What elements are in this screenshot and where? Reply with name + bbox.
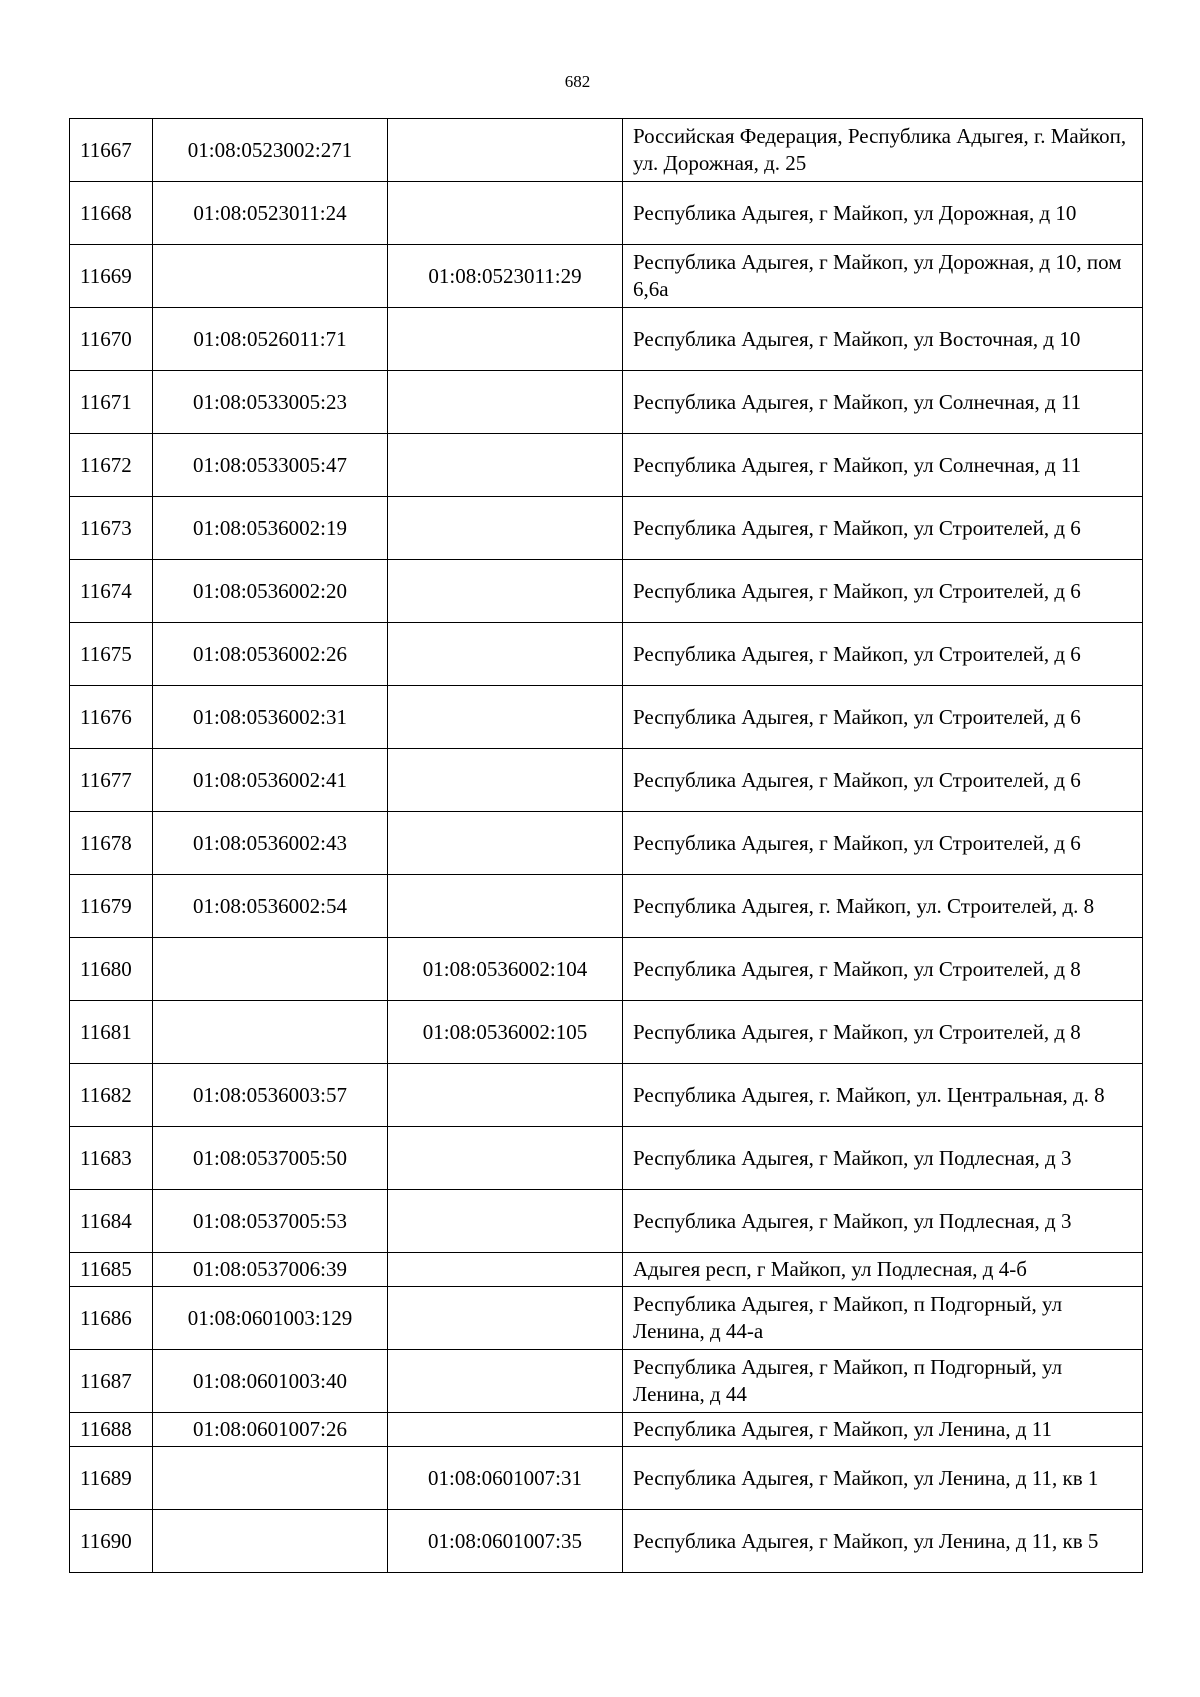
related-cadastral-number (388, 1253, 623, 1287)
address: Республика Адыгея, г Майкоп, ул Дорожная, д 10, пом 6,6а (623, 245, 1143, 308)
related-cadastral-number (388, 119, 623, 182)
table-row (70, 686, 1143, 749)
row-number: 11673 (70, 497, 153, 560)
row-number: 11684 (70, 1190, 153, 1253)
address: Республика Адыгея, г Майкоп, ул Солнечная, д 11 (623, 371, 1143, 434)
cadastral-number: 01:08:0526011:71 (153, 308, 388, 371)
related-cadastral-number (388, 812, 623, 875)
table-row (70, 1127, 1143, 1190)
page-number: 682 (564, 72, 591, 91)
row-number: 11690 (70, 1510, 153, 1573)
related-cadastral-number (388, 434, 623, 497)
related-cadastral-number (388, 371, 623, 434)
table-row (70, 1413, 1143, 1447)
address: Республика Адыгея, г Майкоп, ул Восточная, д 10 (623, 308, 1143, 371)
table-row (70, 119, 1143, 182)
row-number: 11668 (70, 182, 153, 245)
row-number: 11670 (70, 308, 153, 371)
address: Республика Адыгея, г. Майкоп, ул. Строителей, д. 8 (623, 875, 1143, 938)
table-row (70, 812, 1143, 875)
cadastral-number: 01:08:0536002:43 (153, 812, 388, 875)
related-cadastral-number (388, 182, 623, 245)
related-cadastral-number: 01:08:0536002:104 (388, 938, 623, 1001)
related-cadastral-number (388, 1064, 623, 1127)
cadastral-number (153, 245, 388, 308)
table-row (70, 1001, 1143, 1064)
cadastral-number (153, 938, 388, 1001)
related-cadastral-number (388, 686, 623, 749)
address: Республика Адыгея, г Майкоп, ул Строителей, д 8 (623, 938, 1143, 1001)
address: Республика Адыгея, г Майкоп, п Подгорный, ул Ленина, д 44 (623, 1350, 1143, 1413)
row-number: 11667 (70, 119, 153, 182)
cadastral-number: 01:08:0536002:19 (153, 497, 388, 560)
related-cadastral-number: 01:08:0523011:29 (388, 245, 623, 308)
related-cadastral-number (388, 497, 623, 560)
row-number: 11689 (70, 1447, 153, 1510)
registry-table (69, 118, 1143, 1573)
related-cadastral-number: 01:08:0601007:35 (388, 1510, 623, 1573)
row-number: 11677 (70, 749, 153, 812)
address: Республика Адыгея, г Майкоп, ул Строителей, д 6 (623, 812, 1143, 875)
row-number: 11680 (70, 938, 153, 1001)
row-number: 11678 (70, 812, 153, 875)
cadastral-number: 01:08:0523011:24 (153, 182, 388, 245)
address: Республика Адыгея, г Майкоп, ул Строителей, д 6 (623, 497, 1143, 560)
table-row (70, 1253, 1143, 1287)
cadastral-number: 01:08:0601007:26 (153, 1413, 388, 1447)
cadastral-number (153, 1510, 388, 1573)
address: Республика Адыгея, г Майкоп, ул Строителей, д 6 (623, 560, 1143, 623)
row-number: 11681 (70, 1001, 153, 1064)
row-number: 11669 (70, 245, 153, 308)
table-row (70, 560, 1143, 623)
cadastral-number: 01:08:0536002:20 (153, 560, 388, 623)
cadastral-number: 01:08:0536003:57 (153, 1064, 388, 1127)
address: Республика Адыгея, г Майкоп, ул Ленина, д 11, кв 1 (623, 1447, 1143, 1510)
cadastral-number: 01:08:0537005:53 (153, 1190, 388, 1253)
address: Республика Адыгея, г Майкоп, ул Ленина, д 11 (623, 1413, 1143, 1447)
cadastral-number: 01:08:0601003:129 (153, 1287, 388, 1350)
row-number: 11679 (70, 875, 153, 938)
row-number: 11676 (70, 686, 153, 749)
address: Республика Адыгея, г Майкоп, ул Строителей, д 6 (623, 623, 1143, 686)
address: Республика Адыгея, г Майкоп, ул Подлесная, д 3 (623, 1127, 1143, 1190)
address: Адыгея респ, г Майкоп, ул Подлесная, д 4-б (623, 1253, 1143, 1287)
table-row (70, 245, 1143, 308)
cadastral-number: 01:08:0523002:271 (153, 119, 388, 182)
table-row (70, 1510, 1143, 1573)
row-number: 11671 (70, 371, 153, 434)
cadastral-number: 01:08:0601003:40 (153, 1350, 388, 1413)
row-number: 11688 (70, 1413, 153, 1447)
table-row (70, 1447, 1143, 1510)
table-row (70, 875, 1143, 938)
table-row (70, 623, 1143, 686)
address: Республика Адыгея, г Майкоп, ул Строителей, д 8 (623, 1001, 1143, 1064)
related-cadastral-number (388, 1190, 623, 1253)
address: Республика Адыгея, г Майкоп, п Подгорный, ул Ленина, д 44-а (623, 1287, 1143, 1350)
related-cadastral-number (388, 1413, 623, 1447)
address: Республика Адыгея, г. Майкоп, ул. Центральная, д. 8 (623, 1064, 1143, 1127)
address: Республика Адыгея, г Майкоп, ул Строителей, д 6 (623, 749, 1143, 812)
row-number: 11687 (70, 1350, 153, 1413)
related-cadastral-number (388, 623, 623, 686)
related-cadastral-number (388, 308, 623, 371)
cadastral-number: 01:08:0536002:26 (153, 623, 388, 686)
related-cadastral-number (388, 1350, 623, 1413)
address: Республика Адыгея, г Майкоп, ул Ленина, д 11, кв 5 (623, 1510, 1143, 1573)
table-row (70, 182, 1143, 245)
related-cadastral-number: 01:08:0601007:31 (388, 1447, 623, 1510)
cadastral-number (153, 1447, 388, 1510)
related-cadastral-number (388, 1127, 623, 1190)
cadastral-number: 01:08:0536002:54 (153, 875, 388, 938)
related-cadastral-number: 01:08:0536002:105 (388, 1001, 623, 1064)
table-row (70, 749, 1143, 812)
cadastral-number: 01:08:0536002:31 (153, 686, 388, 749)
row-number: 11683 (70, 1127, 153, 1190)
table-row (70, 1190, 1143, 1253)
table-row (70, 1064, 1143, 1127)
row-number: 11675 (70, 623, 153, 686)
related-cadastral-number (388, 560, 623, 623)
cadastral-number: 01:08:0533005:47 (153, 434, 388, 497)
table-row (70, 497, 1143, 560)
related-cadastral-number (388, 875, 623, 938)
table-row (70, 371, 1143, 434)
row-number: 11674 (70, 560, 153, 623)
related-cadastral-number (388, 1287, 623, 1350)
address: Республика Адыгея, г Майкоп, ул Солнечная, д 11 (623, 434, 1143, 497)
row-number: 11672 (70, 434, 153, 497)
table-row (70, 308, 1143, 371)
cadastral-number: 01:08:0536002:41 (153, 749, 388, 812)
related-cadastral-number (388, 749, 623, 812)
cadastral-number: 01:08:0537005:50 (153, 1127, 388, 1190)
table-row (70, 1287, 1143, 1350)
cadastral-number (153, 1001, 388, 1064)
table-row (70, 1350, 1143, 1413)
row-number: 11682 (70, 1064, 153, 1127)
row-number: 11686 (70, 1287, 153, 1350)
address: Республика Адыгея, г Майкоп, ул Дорожная, д 10 (623, 182, 1143, 245)
table-row (70, 434, 1143, 497)
row-number: 11685 (70, 1253, 153, 1287)
address: Республика Адыгея, г Майкоп, ул Строителей, д 6 (623, 686, 1143, 749)
cadastral-number: 01:08:0537006:39 (153, 1253, 388, 1287)
cadastral-number: 01:08:0533005:23 (153, 371, 388, 434)
table-row (70, 938, 1143, 1001)
address: Российская Федерация, Республика Адыгея, г. Майкоп, ул. Дорожная, д. 25 (623, 119, 1143, 182)
address: Республика Адыгея, г Майкоп, ул Подлесная, д 3 (623, 1190, 1143, 1253)
